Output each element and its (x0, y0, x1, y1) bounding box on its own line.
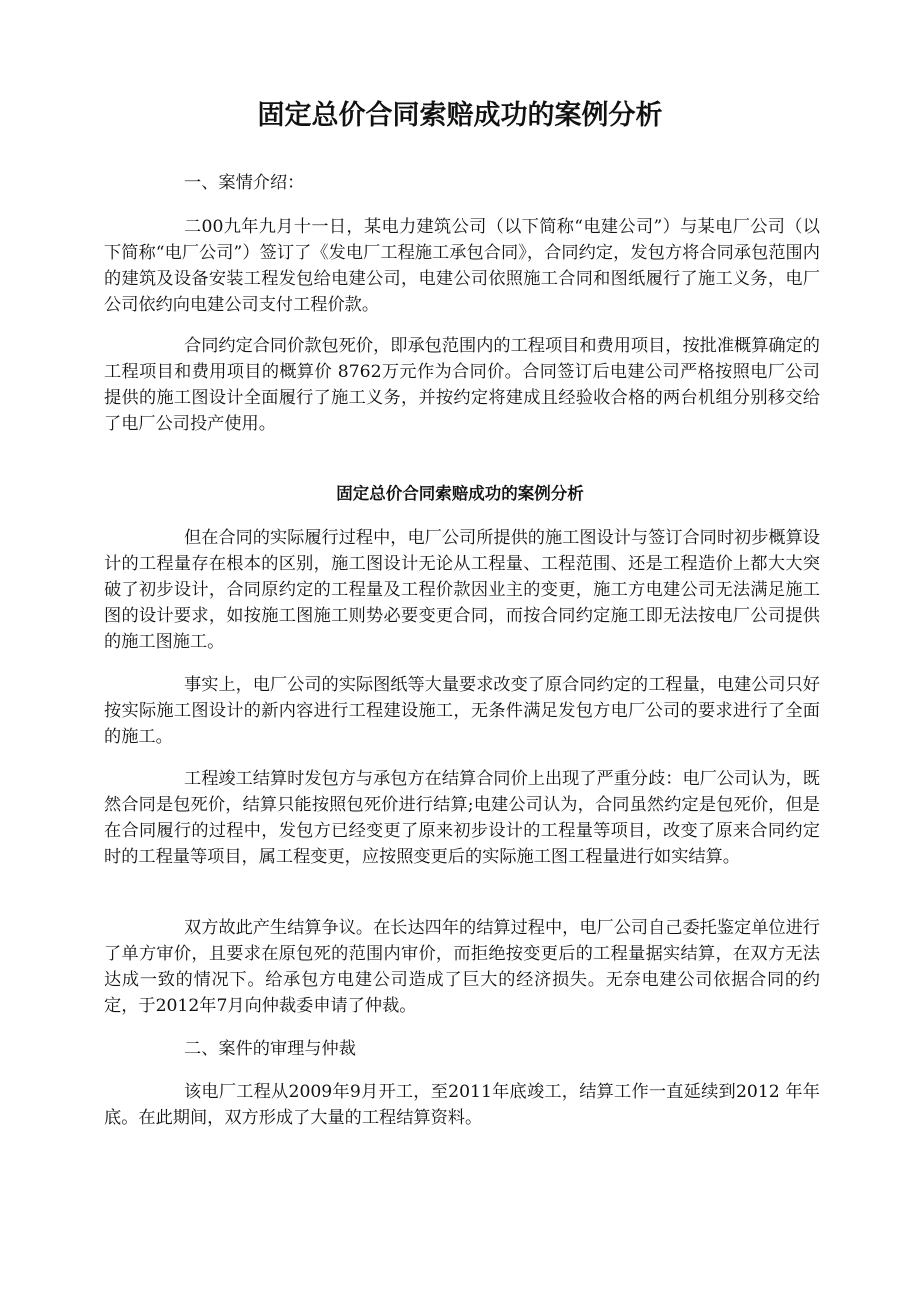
repeated-title: 固定总价合同索赔成功的案例分析 (336, 484, 584, 503)
section-heading-trial-arbitration: 二、案件的审理与仲裁 (184, 1039, 356, 1059)
section-heading-case-intro: 一、案情介绍： (184, 173, 305, 193)
paragraph-construction-facts: 事实上，电厂公司的实际图纸等大量要求改变了原合同约定的工程量，电建公司只好按实际施工图设计的新内容进行工程建设施工，无条件满足发包方电厂公司的要求进行了全面的施工。 (104, 675, 820, 747)
paragraph-contract-signing: 二00九年九月十一日，某电力建筑公司（以下简称“电建公司”）与某电厂公司（以下简称“电厂公司”）签订了《发电厂工程施工承包合同》，合同约定，发包方将合同承包范围内的建筑及设备安装工程发包给电建公司，电建公司依照施工合同和图纸履行了施工义务，电厂公司依约向电建公司支付工程价款。 (104, 217, 820, 315)
paragraph-contract-price: 合同约定合同价款包死价，即承包范围内的工程项目和费用项目，按批准概算确定的工程项目和费用项目的概算价 8762万元作为合同价。合同签订后电建公司严格按照电厂公司提供的施工图设计全面履行了施工义务，并按约定将建成且经验收合格的两台机组分别移交给了电厂公司投产使用。 (104, 336, 820, 434)
paragraph-arbitration-application: 双方故此产生结算争议。在长达四年的结算过程中，电厂公司自己委托鉴定单位进行了单方审价，且要求在原包死的范围内审价，而拒绝按变更后的工程量据实结算，在双方无法达成一致的情况下。给承包方电建公司造成了巨大的经济损失。无奈电建公司依据合同的约定，于2012年7月向仲裁委申请了仲裁。 (104, 918, 820, 1016)
document-title: 固定总价合同索赔成功的案例分析 (257, 100, 663, 131)
paragraph-project-timeline: 该电厂工程从2009年9月开工，至2011年底竣工，结算工作一直延续到2012 年年底。在此期间，双方形成了大量的工程结算资料。 (104, 1082, 820, 1128)
paragraph-design-changes: 但在合同的实际履行过程中，电厂公司所提供的施工图设计与签订合同时初步概算设计的工程量存在根本的区别，施工图设计无论从工程量、工程范围、还是工程造价上都大大突破了初步设计，合同原约定的工程量及工程价款因业主的变更，施工方电建公司无法满足施工图的设计要求，如按施工图施工则势必要变更合同，而按合同约定施工即无法按电厂公司提供的施工图施工。 (104, 528, 820, 652)
paragraph-settlement-dispute: 工程竣工结算时发包方与承包方在结算合同价上出现了严重分歧：电厂公司认为，既然合同是包死价，结算只能按照包死价进行结算;电建公司认为，合同虽然约定是包死价，但是在合同履行的过程中，发包方已经变更了原来初步设计的工程量等项目，改变了原来合同约定时的工程量等项目，属工程变更，应按照变更后的实际施工图工程量进行如实结算。 (104, 769, 820, 867)
